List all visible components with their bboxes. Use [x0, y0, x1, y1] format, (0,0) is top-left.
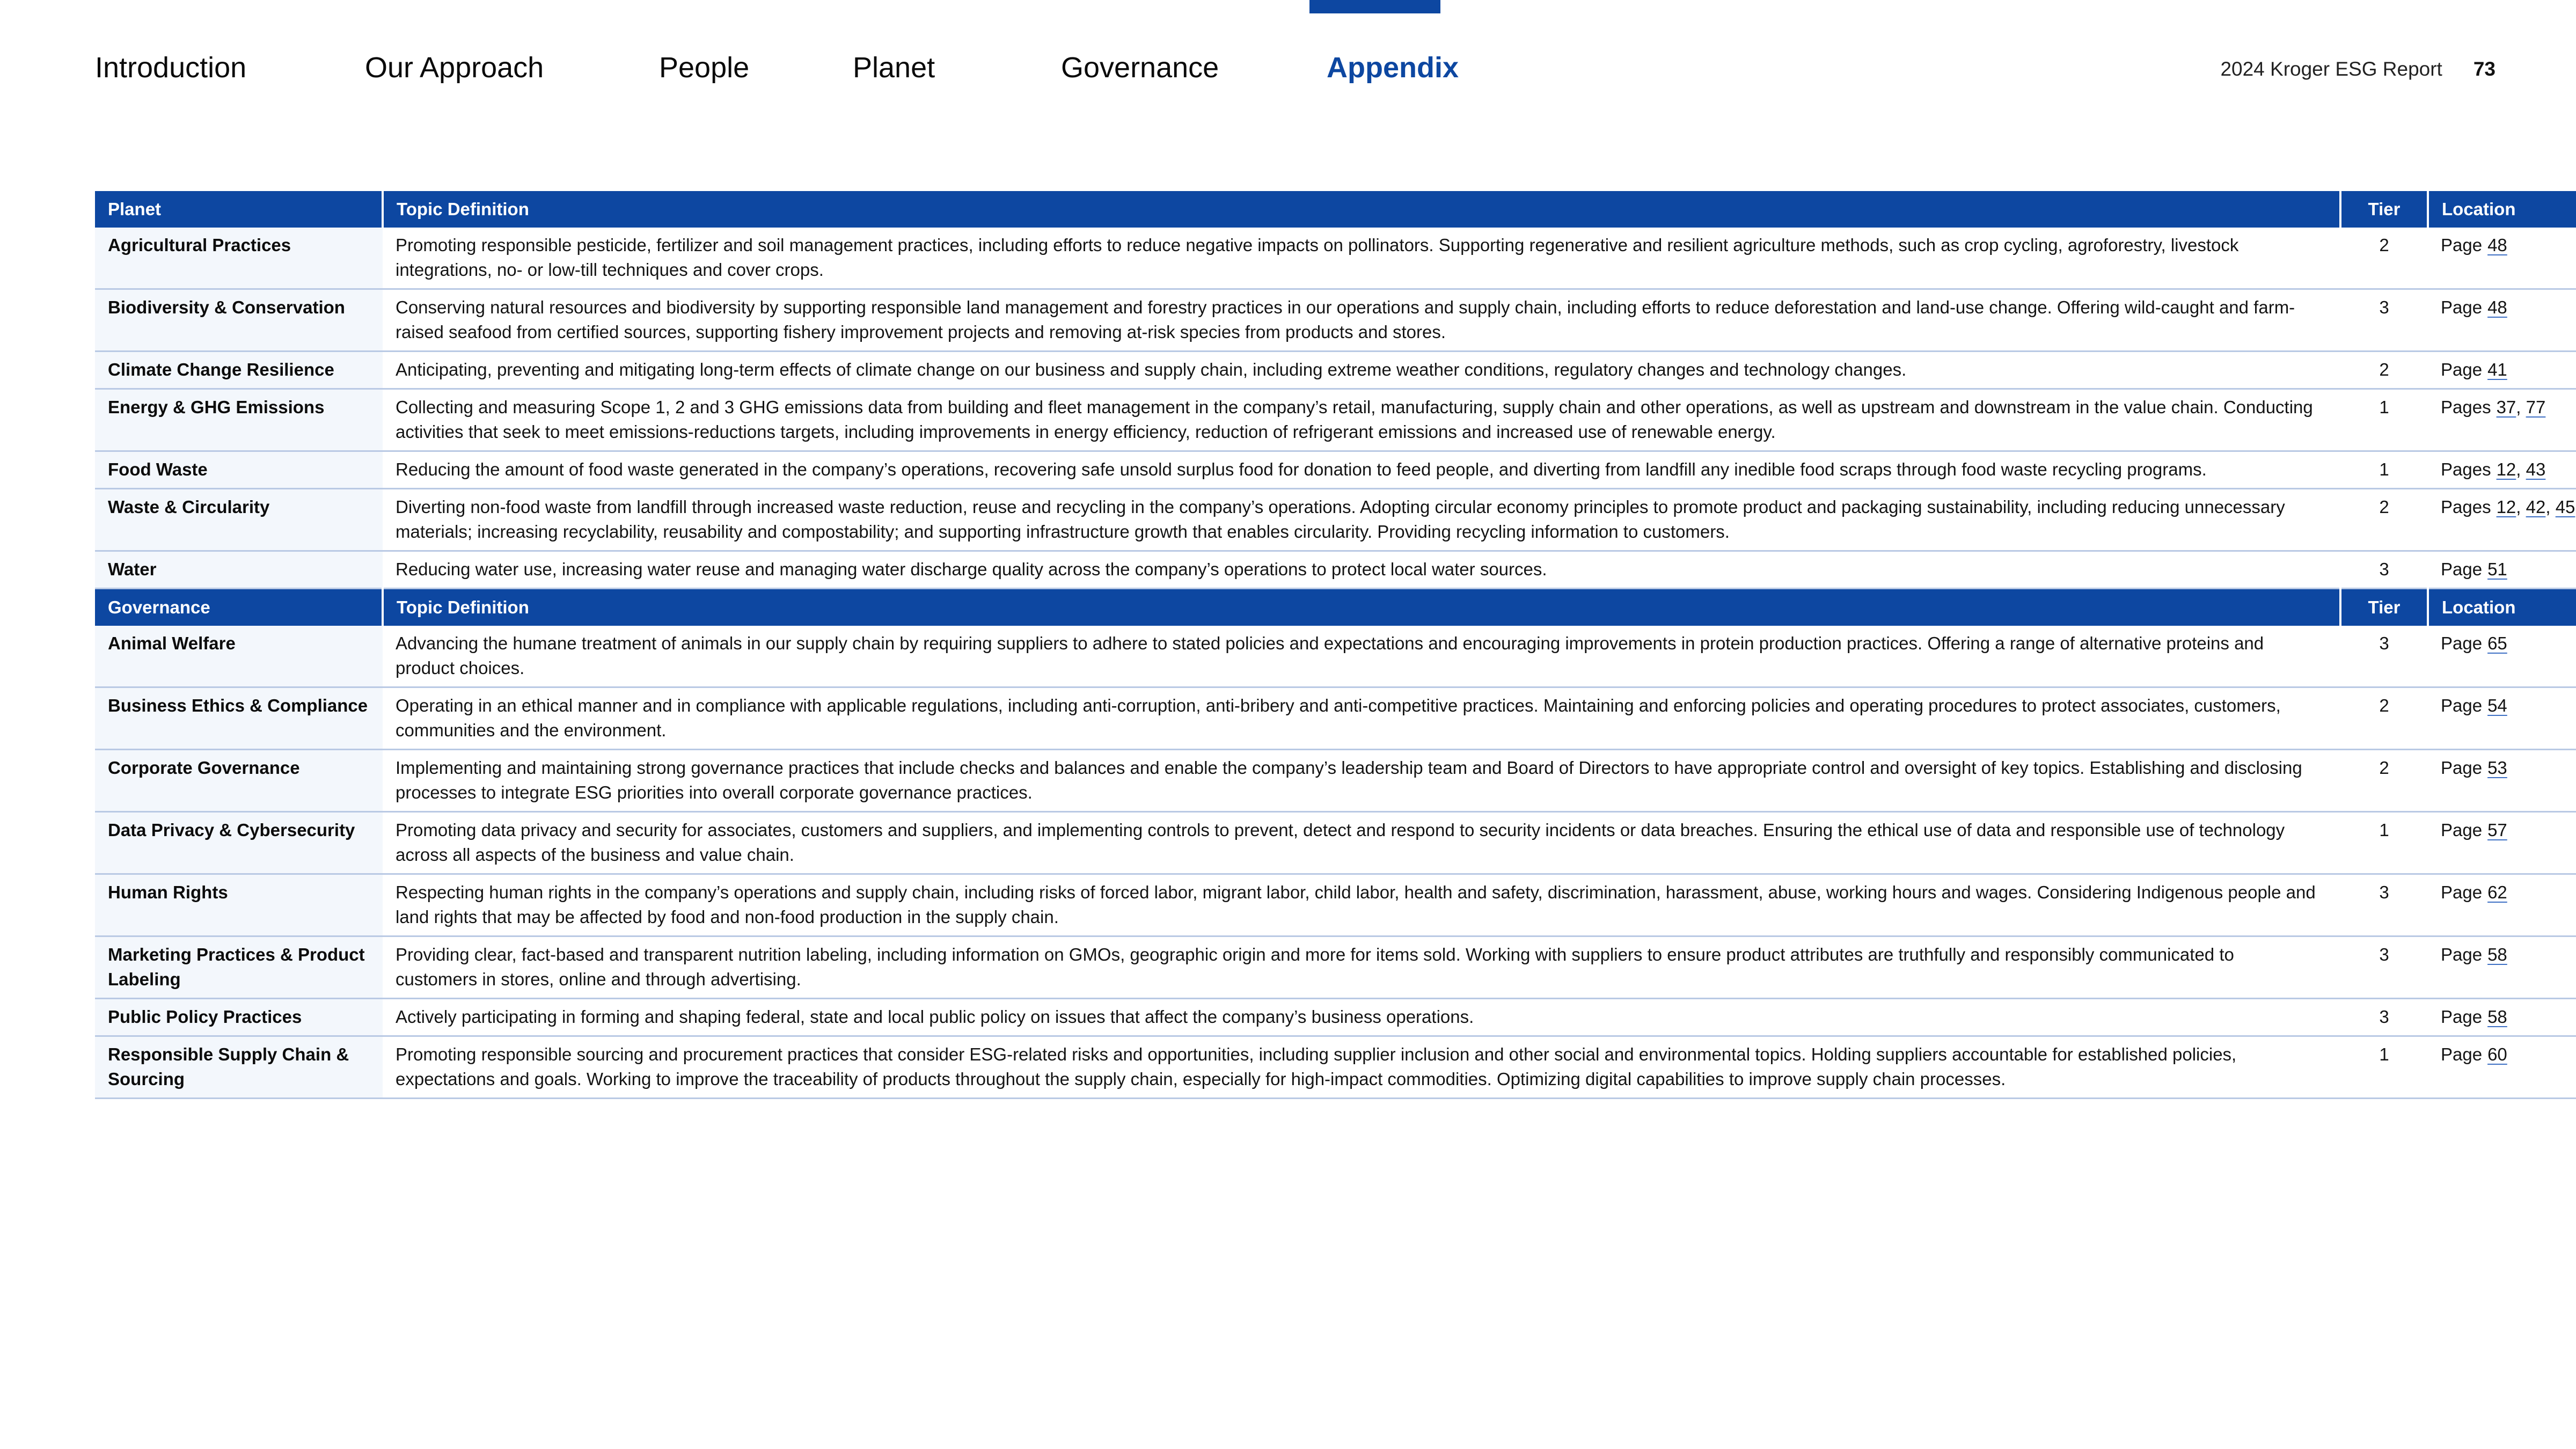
topic-name: Data Privacy & Cybersecurity	[95, 812, 383, 874]
page-link[interactable]: 43	[2526, 459, 2546, 479]
topic-location	[2428, 687, 2576, 750]
page-link[interactable]: 53	[2487, 758, 2507, 778]
topic-table-container	[95, 191, 2575, 1099]
location-prefix: Page	[2441, 1044, 2483, 1064]
topic-definition: Reducing the amount of food waste generated in the company’s operations, recovering safe unsold surplus food for donation to feed people, and diverting from landfill any inedible food scraps through food waste recycling programs.	[383, 451, 2340, 489]
topic-name: Responsible Supply Chain & Sourcing	[95, 1036, 383, 1099]
topic-location: Pages 12, 43	[2428, 451, 2576, 489]
topic-name: Climate Change Resilience	[95, 352, 383, 389]
topic-table-body	[95, 191, 2576, 1099]
topic-location	[2428, 352, 2576, 389]
topic-tier: 1	[2340, 812, 2428, 874]
location-prefix: Page	[2441, 882, 2483, 902]
page-link[interactable]: 48	[2487, 235, 2507, 255]
topic-location: Pages 37, 77	[2428, 389, 2576, 451]
section-header-row	[95, 191, 2576, 228]
page-link[interactable]: 41	[2487, 360, 2507, 379]
page-link[interactable]: 12	[2496, 497, 2516, 517]
topic-definition: Diverting non-food waste from landfill through increased waste reduction, reuse and recycling in the company’s operations. Adopting circular economy principles to promote product and packaging sustainability, including reducing unnecessary materials; increasing recyclability, reusability and compostability; and supporting infrastructure growth that enables circularity. Providing recycling information to customers.	[383, 489, 2340, 551]
page-link[interactable]: 37	[2496, 397, 2516, 417]
topic-location	[2428, 228, 2576, 289]
topic-location: Pages 12, 42, 45	[2428, 489, 2576, 551]
table-row	[95, 687, 2576, 750]
topic-definition: Promoting responsible pesticide, fertilizer and soil management practices, including efforts to reduce negative impacts on pollinators. Supporting regenerative and resilient agriculture methods, such as crop cycling, agroforestry, livestock integrations, no- or low-till techniques and cover crops.	[383, 228, 2340, 289]
report-meta	[2220, 56, 2496, 83]
nav-our-approach[interactable]: Our Approach	[365, 52, 544, 84]
topic-tier: 3	[2340, 626, 2428, 687]
table-row	[95, 1036, 2576, 1099]
location-prefix: Page	[2441, 758, 2483, 778]
table-row	[95, 551, 2576, 589]
location-prefix: Pages	[2441, 459, 2491, 479]
topic-location	[2428, 626, 2576, 687]
section-header-topic: Planet	[108, 199, 162, 219]
page-link[interactable]: 62	[2487, 882, 2507, 902]
topic-definition: Actively participating in forming and shaping federal, state and local public policy on issues that affect the company’s business operations.	[383, 999, 2340, 1036]
table-row	[95, 750, 2576, 812]
topic-name: Business Ethics & Compliance	[95, 687, 383, 750]
topic-definition: Providing clear, fact-based and transparent nutrition labeling, including information on GMOs, geographic origin and more for items sold. Working with suppliers to ensure product attributes are truthfully and responsibly communicated to customers in stores, online and through advertising.	[383, 936, 2340, 999]
topic-tier: 2	[2340, 750, 2428, 812]
topic-name: Food Waste	[95, 451, 383, 489]
section-header-row	[95, 589, 2576, 626]
topic-location	[2428, 936, 2576, 999]
topic-tier: 3	[2340, 289, 2428, 352]
location-prefix: Page	[2441, 360, 2483, 379]
topic-definition: Operating in an ethical manner and in compliance with applicable regulations, including anti-corruption, anti-bribery and anti-competitive practices. Maintaining and enforcing policies and operating procedures to protect associates, customers, communities and the environment.	[383, 687, 2340, 750]
table-row	[95, 451, 2576, 489]
section-nav	[95, 46, 1459, 89]
nav-people[interactable]: People	[659, 52, 750, 84]
nav-governance[interactable]: Governance	[1061, 52, 1219, 84]
active-section-marker	[1309, 0, 1440, 13]
page-link[interactable]: 60	[2487, 1044, 2507, 1064]
topic-tier: 3	[2340, 551, 2428, 589]
topic-definition: Promoting responsible sourcing and procurement practices that consider ESG-related risks and opportunities, including supplier inclusion and other social and environmental topics. Holding suppliers accountable for established policies, expectations and goals. Working to improve the traceability of products throughout the supply chain, especially for high-impact commodities. Optimizing digital capabilities to improve supply chain processes.	[383, 1036, 2340, 1099]
section-header-definition: Topic Definition	[383, 191, 2340, 228]
location-prefix: Page	[2441, 235, 2483, 255]
nav-planet[interactable]: Planet	[853, 52, 935, 84]
topic-definition: Collecting and measuring Scope 1, 2 and 3 GHG emissions data from building and fleet management in the company’s retail, manufacturing, supply chain and other operations, as well as upstream and downstream in the value chain. Conducting activities that seek to meet emissions-reductions targets, including improvements in energy efficiency, reduction of refrigerant emissions and increased use of renewable energy.	[383, 389, 2340, 451]
location-prefix: Pages	[2441, 397, 2491, 417]
location-prefix: Page	[2441, 1007, 2483, 1027]
topic-location	[2428, 1036, 2576, 1099]
table-row	[95, 352, 2576, 389]
table-row	[95, 999, 2576, 1036]
location-prefix: Page	[2441, 297, 2483, 317]
location-prefix: Page	[2441, 820, 2483, 840]
topic-definition: Promoting data privacy and security for associates, customers and suppliers, and implementing controls to prevent, detect and respond to security incidents or data breaches. Ensuring the ethical use of data and responsible use of technology across all aspects of the business and value chain.	[383, 812, 2340, 874]
section-header-tier: Tier	[2340, 589, 2428, 626]
page-link[interactable]: 48	[2487, 297, 2507, 317]
table-row	[95, 389, 2576, 451]
topic-definition: Advancing the humane treatment of animals in our supply chain by requiring suppliers to adhere to stated policies and expectations and encouraging improvements in protein production practices. Offering a range of alternative proteins and product choices.	[383, 626, 2340, 687]
topic-location	[2428, 750, 2576, 812]
topic-tier: 1	[2340, 451, 2428, 489]
topic-location	[2428, 551, 2576, 589]
nav-appendix[interactable]: Appendix	[1327, 52, 1459, 84]
page-link[interactable]: 65	[2487, 633, 2507, 653]
topic-name: Energy & GHG Emissions	[95, 389, 383, 451]
page-link[interactable]: 51	[2487, 559, 2507, 579]
topic-tier: 2	[2340, 352, 2428, 389]
topic-location	[2428, 812, 2576, 874]
topic-tier: 1	[2340, 1036, 2428, 1099]
topic-location	[2428, 874, 2576, 936]
section-header-location: Location	[2428, 191, 2576, 228]
table-row	[95, 874, 2576, 936]
section-header-definition: Topic Definition	[383, 589, 2340, 626]
page-link[interactable]: 42	[2526, 497, 2546, 517]
location-prefix: Page	[2441, 559, 2483, 579]
topic-definition: Implementing and maintaining strong governance practices that include checks and balances and enable the company’s leadership team and Board of Directors to have appropriate control and oversight of key topics. Establishing and disclosing processes to integrate ESG priorities into overall corporate governance practices.	[383, 750, 2340, 812]
topic-name: Water	[95, 551, 383, 589]
table-row	[95, 936, 2576, 999]
page-number: 73	[2473, 58, 2496, 80]
topic-tier: 2	[2340, 489, 2428, 551]
topic-tier: 3	[2340, 999, 2428, 1036]
page-link[interactable]: 54	[2487, 696, 2507, 715]
location-prefix: Page	[2441, 633, 2483, 653]
nav-introduction[interactable]: Introduction	[95, 52, 247, 84]
topic-definition: Respecting human rights in the company’s operations and supply chain, including risks of forced labor, migrant labor, child labor, health and safety, discrimination, harassment, abuse, working hours and wages. Considering Indigenous people and land rights that may be affected by food and non-food production in the supply chain.	[383, 874, 2340, 936]
topic-location	[2428, 289, 2576, 352]
table-row	[95, 489, 2576, 551]
table-row	[95, 289, 2576, 352]
page-link[interactable]: 58	[2487, 1007, 2507, 1027]
report-title: 2024 Kroger ESG Report	[2220, 58, 2442, 80]
page-link[interactable]: 77	[2526, 397, 2546, 417]
topic-name: Human Rights	[95, 874, 383, 936]
topic-tier: 3	[2340, 874, 2428, 936]
topic-tier: 3	[2340, 936, 2428, 999]
topic-name: Public Policy Practices	[95, 999, 383, 1036]
section-header-location: Location	[2428, 589, 2576, 626]
topic-definition: Reducing water use, increasing water reuse and managing water discharge quality across the company’s operations to protect local water sources.	[383, 551, 2340, 589]
topic-table	[95, 191, 2576, 1099]
topic-location	[2428, 999, 2576, 1036]
page-link[interactable]: 45	[2555, 497, 2575, 517]
topic-name: Biodiversity & Conservation	[95, 289, 383, 352]
location-prefix: Page	[2441, 945, 2483, 964]
section-header-topic: Governance	[108, 597, 210, 617]
table-row	[95, 228, 2576, 289]
topic-name: Waste & Circularity	[95, 489, 383, 551]
topic-tier: 1	[2340, 389, 2428, 451]
topic-name: Corporate Governance	[95, 750, 383, 812]
page-link[interactable]: 57	[2487, 820, 2507, 840]
topic-name: Agricultural Practices	[95, 228, 383, 289]
topic-tier: 2	[2340, 687, 2428, 750]
topic-name: Marketing Practices & Product Labeling	[95, 936, 383, 999]
topic-definition: Conserving natural resources and biodiversity by supporting responsible land management and forestry practices in our operations and supply chain, including efforts to reduce deforestation and land-use change. Offering wild-caught and farm-raised seafood from certified sources, supporting fishery improvement projects and removing at-risk species from products and stores.	[383, 289, 2340, 352]
topic-definition: Anticipating, preventing and mitigating long-term effects of climate change on our business and supply chain, including extreme weather conditions, regulatory changes and technology changes.	[383, 352, 2340, 389]
topic-tier: 2	[2340, 228, 2428, 289]
page-link[interactable]: 12	[2496, 459, 2516, 479]
page-link[interactable]: 58	[2487, 945, 2507, 964]
table-row	[95, 812, 2576, 874]
table-row	[95, 626, 2576, 687]
section-header-tier: Tier	[2340, 191, 2428, 228]
location-prefix: Page	[2441, 696, 2483, 715]
topic-name: Animal Welfare	[95, 626, 383, 687]
location-prefix: Pages	[2441, 497, 2491, 517]
